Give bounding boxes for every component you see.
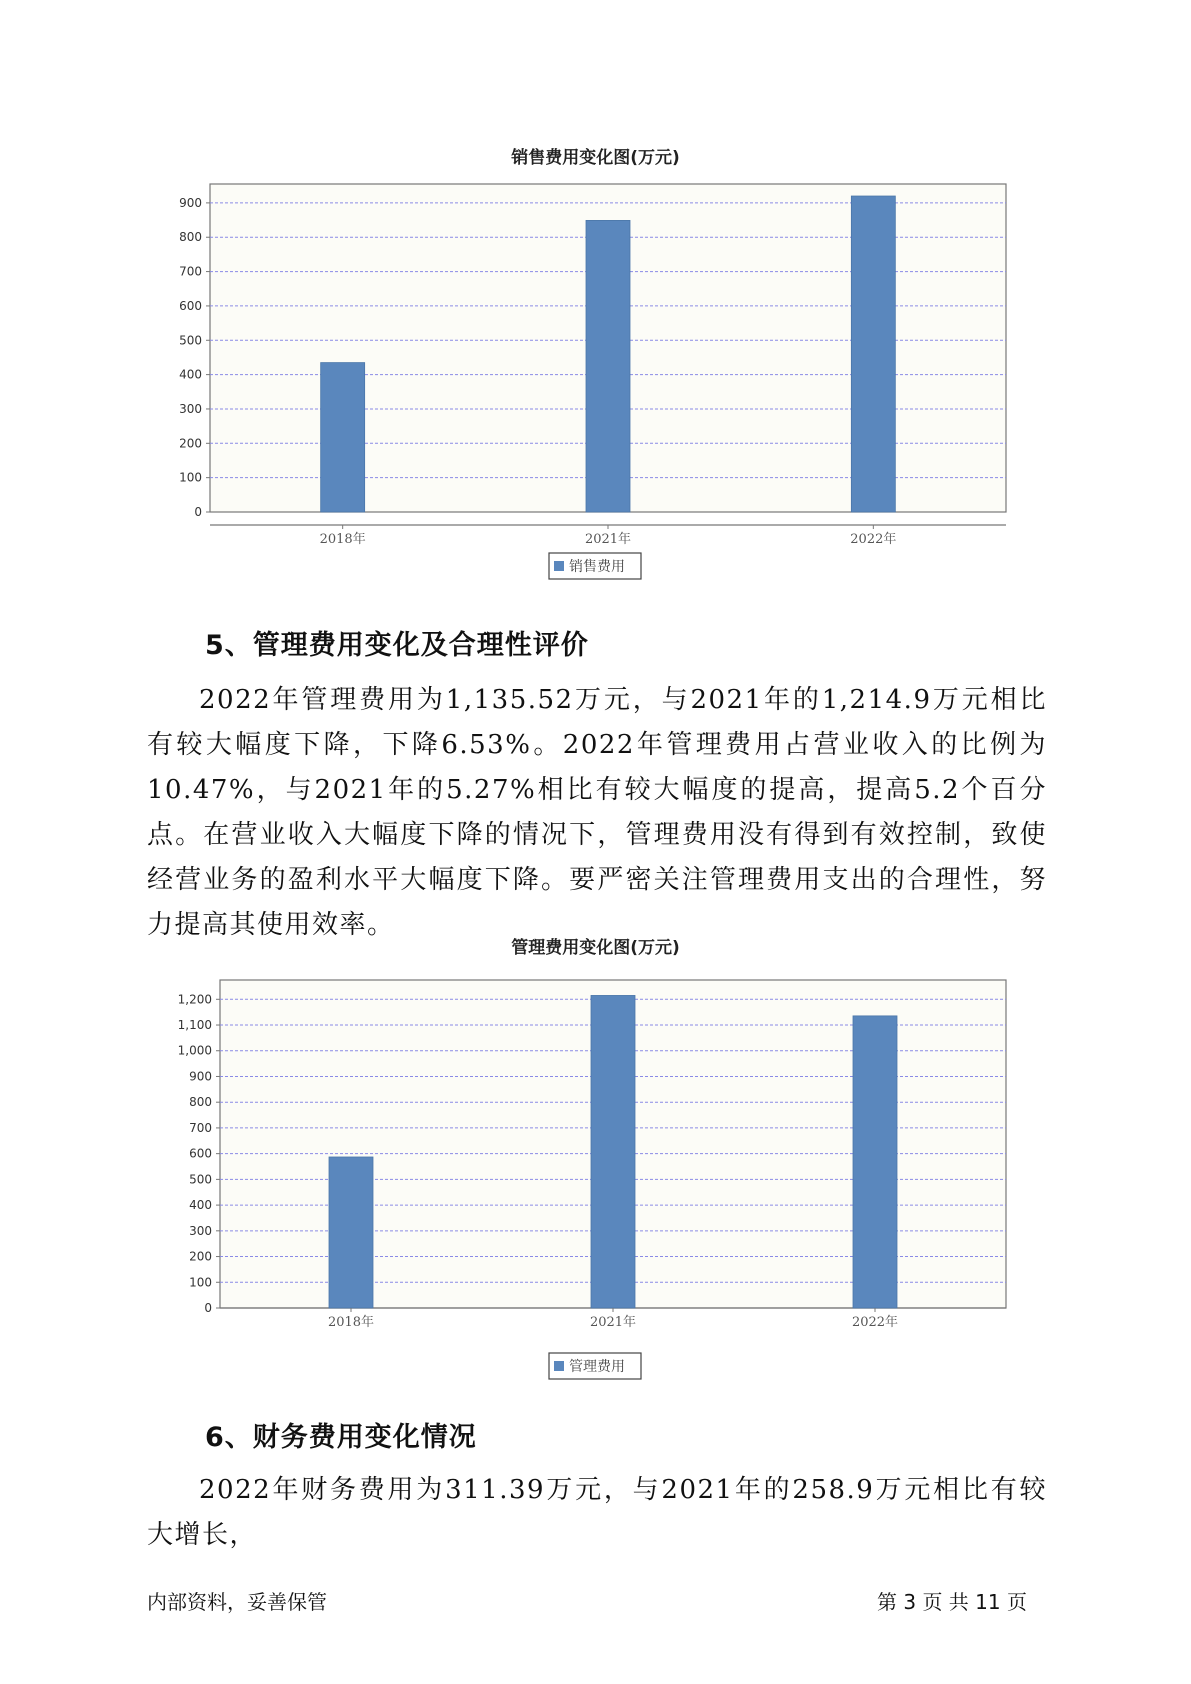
y-tick-label: 500	[179, 333, 202, 348]
bar-2018年	[321, 363, 365, 512]
y-tick-label: 200	[189, 1249, 212, 1264]
y-tick-label: 100	[179, 470, 202, 485]
y-tick-label: 900	[179, 195, 202, 210]
x-tick-label: 2018年	[327, 1315, 375, 1330]
y-tick-label: 600	[179, 298, 202, 313]
bar-2021年	[586, 220, 630, 512]
y-tick-label: 700	[179, 264, 202, 279]
paragraph-finance-text: 2022年财务费用为311.39万元，与2021年的258.9万元相比有较大增长，	[147, 1475, 1047, 1550]
paragraph-management	[147, 678, 1047, 948]
x-tick-label: 2021年	[584, 532, 632, 547]
y-tick-label: 0	[204, 1301, 212, 1315]
bar-2022年	[853, 1016, 897, 1308]
y-tick-label: 900	[189, 1069, 212, 1084]
legend-swatch	[554, 1361, 564, 1371]
legend-swatch	[554, 561, 564, 571]
y-tick-label: 100	[189, 1275, 212, 1290]
y-tick-label: 1,000	[177, 1043, 212, 1058]
y-tick-label: 200	[179, 436, 202, 451]
section-heading-finance: 6、财务费用变化情况	[205, 1422, 477, 1453]
chart-title-sales: 销售费用变化图(万元)	[511, 148, 680, 168]
management-expense-chart	[0, 960, 1191, 1390]
x-tick-label: 2022年	[851, 1315, 899, 1330]
y-tick-label: 300	[189, 1223, 212, 1238]
y-tick-label: 1,100	[177, 1018, 212, 1033]
y-tick-label: 800	[179, 230, 202, 245]
x-tick-label: 2021年	[589, 1315, 637, 1330]
y-tick-label: 600	[189, 1146, 212, 1161]
x-tick-label: 2022年	[850, 532, 897, 547]
y-tick-label: 500	[189, 1172, 212, 1187]
y-tick-label: 0	[194, 505, 202, 519]
y-tick-label: 1,200	[177, 992, 212, 1007]
sales-expense-chart	[0, 170, 1191, 590]
y-tick-label: 800	[189, 1095, 212, 1110]
footer-confidential: 内部资料，妥善保管	[147, 1590, 327, 1614]
footer-page-number: 第 3 页 共 11 页	[877, 1590, 1027, 1614]
paragraph-management-text: 2022年管理费用为1,135.52万元，与2021年的1,214.9万元相比有较大幅度下降，下降6.53%。2022年管理费用占营业收入的比例为10.47%，与2021年的5.27%相比有较大幅度的提高，提高5.2个百分点。在营业收入大幅度下降的情况下，管理费用没有得到有效控制，致使经营业务的盈利水平大幅度下降。要严密关注管理费用支出的合理性，努力提高其使用效率。	[147, 685, 1047, 940]
section-heading-management: 5、管理费用变化及合理性评价	[205, 630, 589, 661]
legend-label: 管理费用	[569, 1359, 625, 1375]
legend-label: 销售费用	[569, 559, 625, 575]
bar-2021年	[591, 995, 635, 1308]
y-tick-label: 700	[189, 1120, 212, 1135]
paragraph-finance	[147, 1468, 1047, 1558]
chart-title-management: 管理费用变化图(万元)	[511, 938, 680, 958]
y-tick-label: 400	[179, 367, 202, 382]
x-tick-label: 2018年	[319, 532, 366, 547]
y-tick-label: 300	[179, 401, 202, 416]
bar-2022年	[851, 196, 895, 512]
bar-2018年	[329, 1157, 373, 1308]
y-tick-label: 400	[189, 1198, 212, 1213]
